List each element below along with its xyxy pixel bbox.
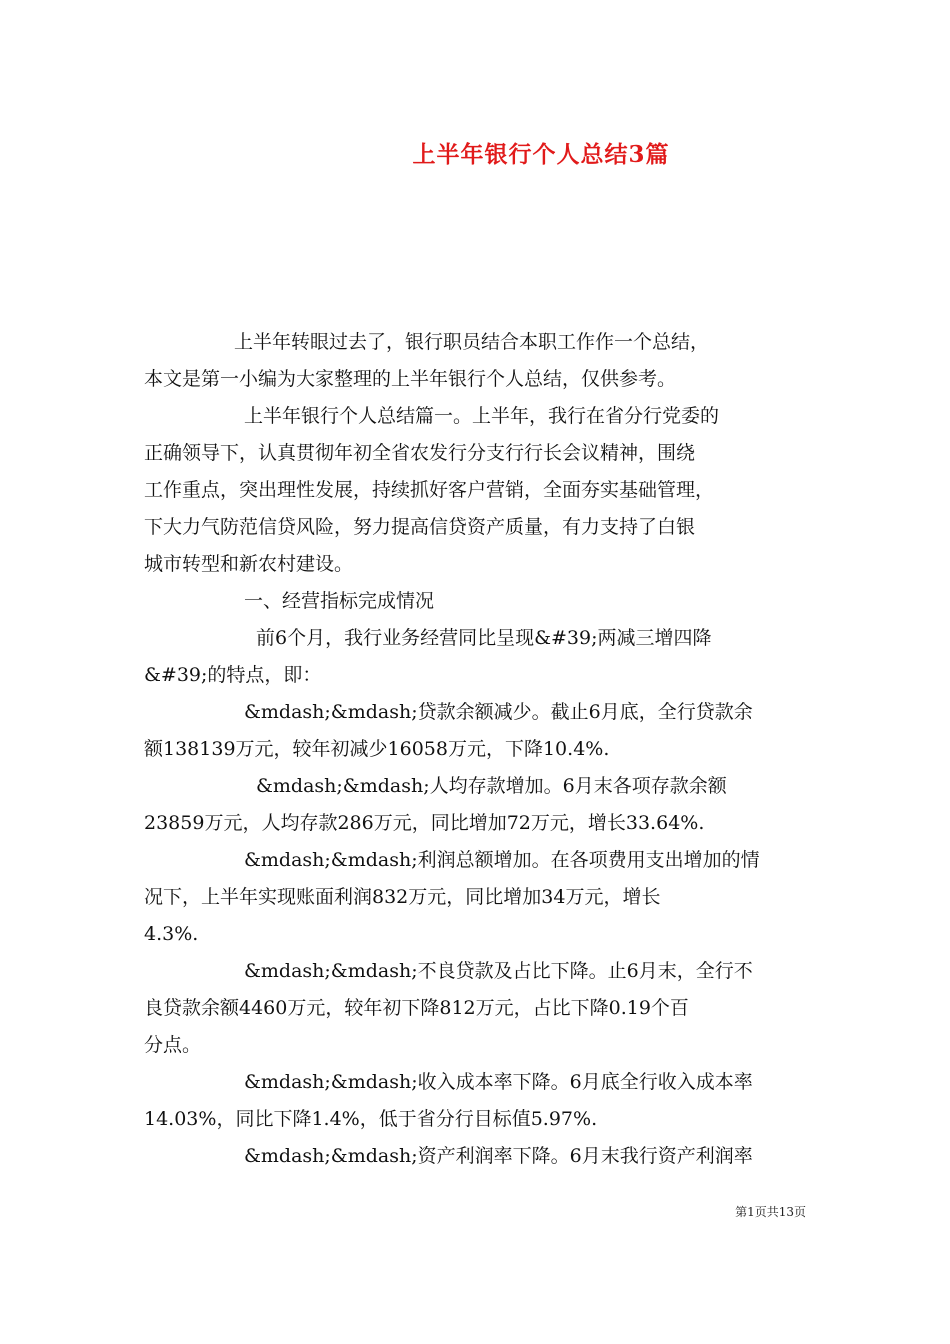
paragraph-line: 4.3%. bbox=[144, 923, 199, 945]
paragraph-line: 前6个月，我行业务经营同比呈现&#39;两减三增四降 bbox=[256, 627, 712, 649]
paragraph-line: 正确领导下，认真贯彻年初全省农发行分支行行长会议精神，围绕 bbox=[144, 442, 696, 464]
paragraph-line: 额138139万元，较年初减少16058万元，下降10.4%. bbox=[144, 738, 610, 760]
paragraph-line: &mdash;&mdash;贷款余额减少。截止6月底，全行贷款余 bbox=[244, 701, 753, 723]
paragraph-line: &mdash;&mdash;资产利润率下降。6月末我行资产利润率 bbox=[244, 1145, 753, 1167]
paragraph-line: &mdash;&mdash;利润总额增加。在各项费用支出增加的情 bbox=[244, 849, 760, 871]
paragraph-line: 良贷款余额4460万元，较年初下降812万元，占比下降0.19个百 bbox=[144, 997, 689, 1019]
section-heading: 一、经营指标完成情况 bbox=[244, 590, 435, 612]
paragraph-line: &mdash;&mdash;人均存款增加。6月末各项存款余额 bbox=[256, 775, 727, 797]
paragraph-line: 下大力气防范信贷风险，努力提高信贷资产质量，有力支持了白银 bbox=[144, 516, 696, 538]
paragraph-line: 上半年银行个人总结篇一。上半年，我行在省分行党委的 bbox=[244, 405, 720, 427]
paragraph-line: 工作重点，突出理性发展，持续抓好客户营销，全面夯实基础管理， bbox=[144, 479, 715, 501]
document-title: 上半年银行个人总结3篇 bbox=[412, 141, 670, 168]
paragraph-line: 本文是第一小编为大家整理的上半年银行个人总结，仅供参考。 bbox=[144, 368, 677, 390]
paragraph-line: &mdash;&mdash;收入成本率下降。6月底全行收入成本率 bbox=[244, 1071, 753, 1093]
paragraph-line: 分点。 bbox=[144, 1034, 202, 1056]
page-number: 第1页共13页 bbox=[735, 1205, 806, 1219]
paragraph-line: &mdash;&mdash;不良贷款及占比下降。止6月末，全行不 bbox=[244, 960, 753, 982]
paragraph-line: 14.03%，同比下降1.4%，低于省分行目标值5.97%. bbox=[144, 1108, 598, 1130]
paragraph-line: 23859万元，人均存款286万元，同比增加72万元，增长33.64%. bbox=[144, 812, 705, 834]
paragraph-line: &#39;的特点，即： bbox=[144, 664, 322, 686]
paragraph-line: 况下，上半年实现账面利润832万元，同比增加34万元，增长 bbox=[144, 886, 661, 908]
paragraph-line: 上半年转眼过去了，银行职员结合本职工作作一个总结， bbox=[234, 331, 710, 353]
paragraph-line: 城市转型和新农村建设。 bbox=[144, 553, 354, 575]
